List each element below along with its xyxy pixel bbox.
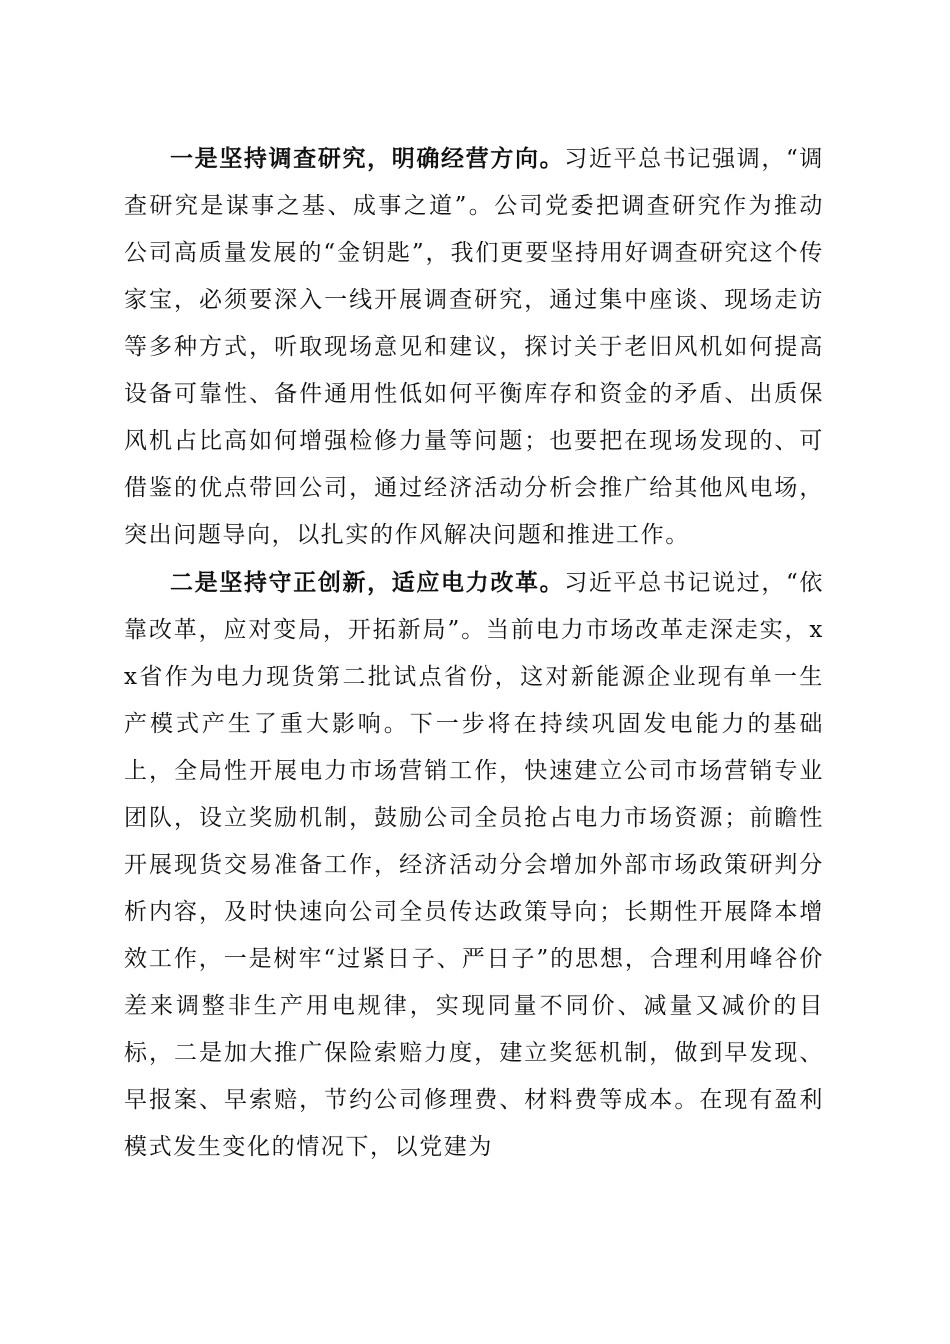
paragraph-2 — [124, 559, 824, 1171]
paragraph-1-heading: 一是坚持调查研究，明确经营方向。 — [170, 145, 565, 172]
paragraph-1 — [124, 135, 824, 559]
paragraph-2-text: 习近平总书记说过，“依靠改革，应对变局，开拓新局”。当前电力市场改革走深走实，xx省作为电力现货第二批试点省份，这对新能源企业现有单一生产模式产生了重大影响。下一步将在持续巩固发电能力的基础上，全局性开展电力市场营销工作，快速建立公司市场营销专业团队，设立奖励机制，鼓励公司全员抢占电力市场资源；前瞻性开展现货交易准备工作，经济活动分会增加外部市场政策研判分析内容，及时快速向公司全员传达政策导向；长期性开展降本增效工作，一是树牢“过紧日子、严日子”的思想，合理利用峰谷价差来调整非生产用电规律，实现同量不同价、减量又减价的目标，二是加大推广保险索赔力度，建立奖惩机制，做到早发现、早报案、早索赔，节约公司修理费、材料费等成本。在现有盈利模式发生变化的情况下，以党建为 — [124, 570, 824, 1160]
paragraph-1-text: 习近平总书记强调，“调查研究是谋事之基、成事之道”。公司党委把调查研究作为推动公司高质量发展的“金钥匙”，我们更要坚持用好调查研究这个传家宝，必须要深入一线开展调查研究，通过集中座谈、现场走访等多种方式，听取现场意见和建议，探讨关于老旧风机如何提高设备可靠性、备件通用性低如何平衡库存和资金的矛盾、出质保风机占比高如何增强检修力量等问题；也要把在现场发现的、可借鉴的优点带回公司，通过经济活动分析会推广给其他风电场，突出问题导向，以扎实的作风解决问题和推进工作。 — [124, 146, 824, 548]
document-body — [124, 135, 824, 1171]
paragraph-2-heading: 二是坚持守正创新，适应电力改革。 — [170, 569, 565, 596]
